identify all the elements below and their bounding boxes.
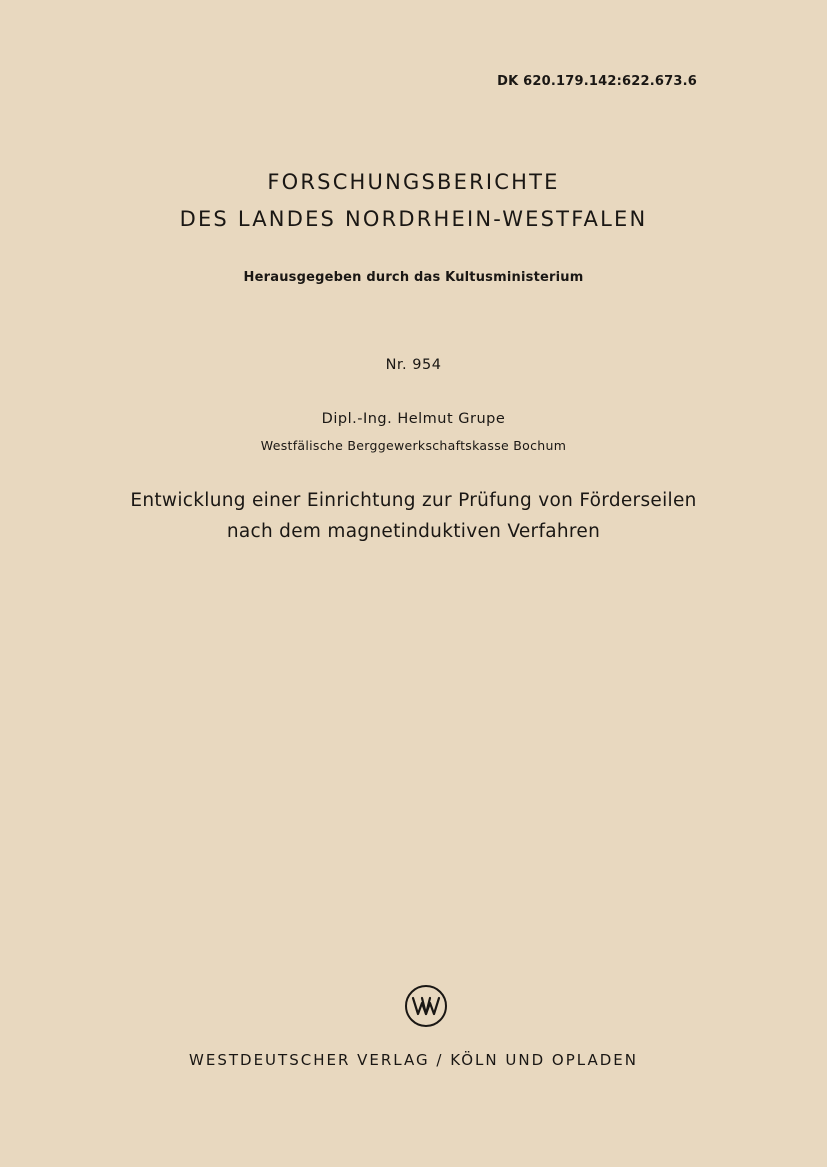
series-title-line-2: DES LANDES NORDRHEIN-WESTFALEN [179,207,648,231]
work-title-line-2: nach dem magnetinduktiven Verfahren [226,521,601,542]
author-name: Dipl.-Ing. Helmut Grupe [321,411,506,427]
report-number: Nr. 954 [385,357,442,373]
series-title-line-1: FORSCHUNGSBERICHTE [267,170,560,194]
work-title [0,485,827,547]
work-title-line-1: Entwicklung einer Einrichtung zur Prüfung von Förderseilen [130,490,697,511]
classification-number: DK 620.179.142:622.673.6 [497,74,697,89]
editor-note: Herausgegeben durch das Kultusministerium [243,270,584,285]
author-institution: Westfälische Berggewerkschaftskasse Bochum [260,438,567,453]
publisher-imprint: WESTDEUTSCHER VERLAG / KÖLN UND OPLADEN [189,1051,638,1069]
series-title [0,164,827,238]
publisher-logo-icon [404,984,448,1028]
